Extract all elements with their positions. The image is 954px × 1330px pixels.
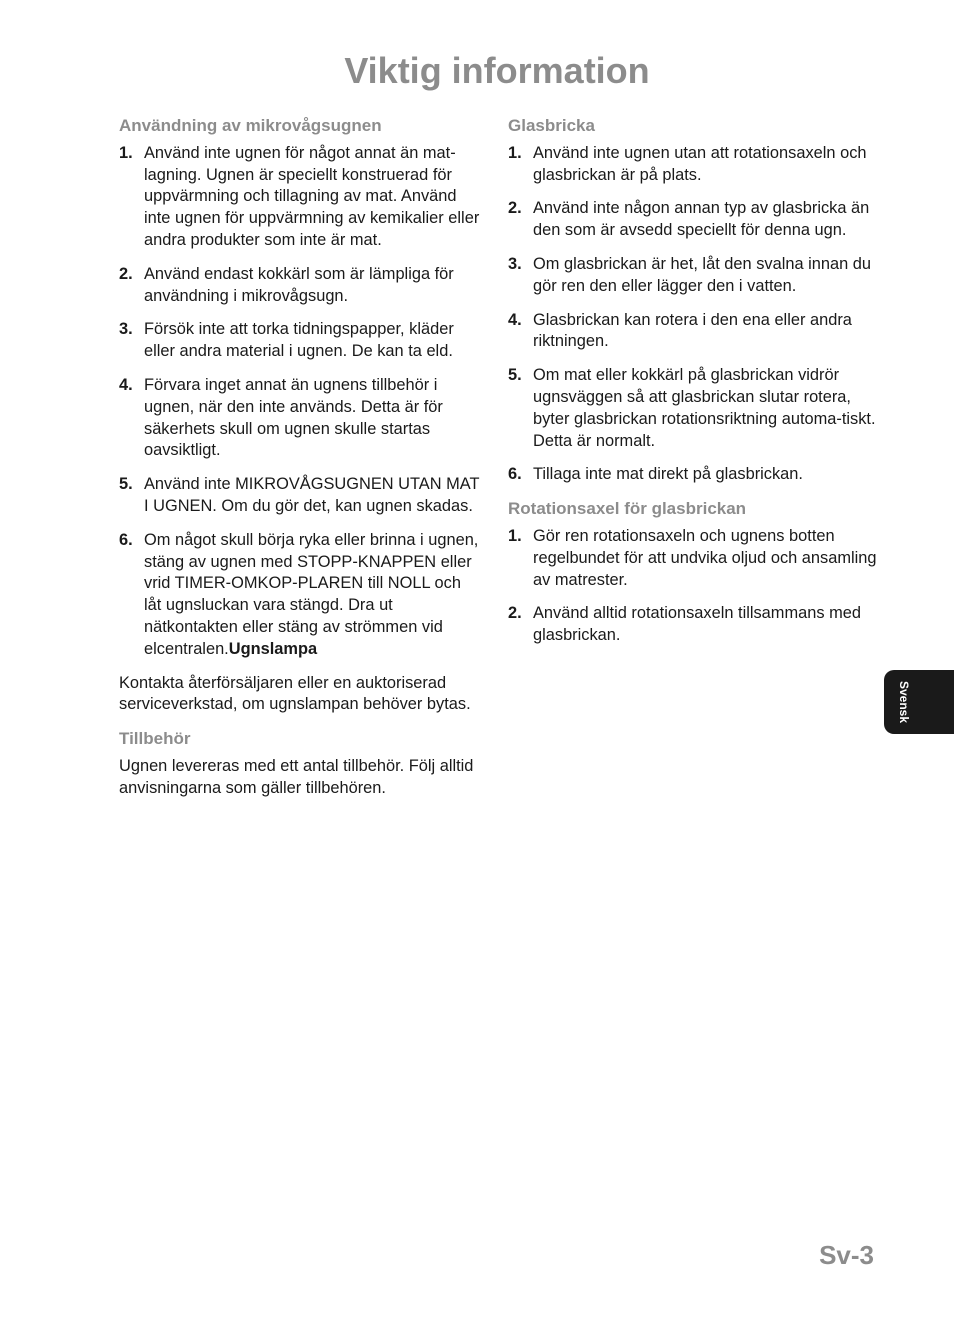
section-heading: Användning av mikrovågsugnen	[119, 116, 382, 135]
list-item	[119, 264, 481, 308]
section-heading: Glasbricka	[508, 116, 595, 135]
list-item	[508, 526, 880, 591]
oven-lamp-text: Kontakta återförsäljaren eller en auktoriserad serviceverkstad, om ugnslampan behöver bytas.	[119, 673, 471, 714]
item-text: Gör ren rotationsaxeln och ugnens botten regelbundet för att undvika oljud och ansamling av matrester.	[533, 526, 877, 589]
section-accessories	[119, 728, 481, 799]
item-number: 6.	[119, 530, 133, 549]
oven-lamp-heading: Ugnslampa	[228, 639, 318, 658]
list-item	[508, 198, 880, 242]
item-text: Försök inte att torka tidningspapper, kläder eller andra material i ugnen. De kan ta eld.	[144, 320, 454, 361]
list-item	[508, 365, 880, 452]
item-number: 2.	[119, 264, 133, 283]
list-item	[119, 375, 481, 462]
list-item	[508, 143, 880, 187]
item-text: Använd inte någon annan typ av glasbricka än den som är avsedd speciellt för denna ugn.	[533, 199, 870, 240]
accessories-text: Ugnen levereras med ett antal tillbehör. Följ alltid anvisningarna som gäller tillbehören.	[119, 756, 474, 797]
list-item	[508, 310, 880, 354]
item-text: Om glasbrickan är het, låt den svalna innan du gör ren den eller lägger den i vatten.	[533, 254, 872, 295]
page-number: Sv-3	[819, 1240, 874, 1270]
instruction-list	[119, 143, 481, 661]
item-text: Glasbrickan kan rotera i den ena eller andra riktningen.	[533, 310, 852, 351]
list-item	[508, 464, 880, 486]
list-item	[508, 254, 880, 298]
item-number: 3.	[119, 320, 133, 339]
list-item	[119, 474, 481, 518]
item-text: Använd inte ugnen utan att rotationsaxeln och glasbrickan är på plats.	[533, 143, 867, 184]
section-heading: Rotationsaxel för glasbrickan	[508, 499, 747, 519]
page-title: Viktig information	[344, 50, 650, 91]
item-text: Om något skull börja ryka eller brinna i ugnen, stäng av ugnen med STOPP-KNAPPEN eller vrid TIMER-OMKOP-PLAREN till NOLL och låt ugnsluckan vara stängd. Dra ut nätkontakten eller stäng av strömmen vid elcentralen.	[144, 530, 479, 658]
item-number: 1.	[508, 526, 522, 545]
language-tab-label: Svensk	[897, 680, 911, 724]
item-text: Använd inte ugnen för något annat än mat-lagning. Ugnen är speciellt konstruerad för uppvärmning och tillagning av mat. Använd inte ugnen för uppvärmning av kemikalier eller andra produkter som inte är mat.	[144, 143, 480, 249]
section-microwave-use	[119, 115, 481, 716]
item-number: 4.	[508, 310, 522, 329]
item-text: Om mat eller kokkärl på glasbrickan vidrör ugnsväggen så att glasbrickan slutar rotera, byter glasbrickan rotationsriktning automa-tiskt. Detta är normalt.	[533, 366, 876, 450]
item-number: 5.	[119, 475, 133, 494]
item-text: Använd inte MIKROVÅGSUGNEN UTAN MAT I UGNEN. Om du gör det, kan ugnen skadas.	[144, 475, 480, 515]
item-text: Använd endast kokkärl som är lämpliga för användning i mikrovågsugn.	[144, 264, 454, 305]
list-item	[119, 319, 481, 363]
item-number: 5.	[508, 366, 522, 385]
section-rotation-axle	[508, 498, 880, 647]
left-column	[119, 115, 481, 812]
list-item	[119, 530, 481, 661]
list-item	[119, 143, 481, 252]
item-text: Använd alltid rotationsaxeln tillsammans med glasbrickan.	[533, 604, 861, 645]
section-glass-tray	[508, 115, 880, 486]
language-tab	[884, 670, 954, 734]
item-number: 2.	[508, 604, 522, 623]
instruction-list	[508, 526, 880, 647]
item-text: Tillaga inte mat direkt på glasbrickan.	[533, 465, 803, 484]
item-number: 3.	[508, 254, 522, 273]
instruction-list	[508, 143, 880, 486]
item-number: 4.	[119, 375, 133, 394]
right-column	[508, 115, 880, 659]
item-number: 1.	[119, 143, 133, 162]
list-item	[508, 603, 880, 647]
item-text: Förvara inget annat än ugnens tillbehör i ugnen, när den inte används. Detta är för säkerhets skull om ugnen skulle startas oavsiktligt.	[144, 375, 443, 460]
item-number: 1.	[508, 143, 522, 162]
item-number: 2.	[508, 199, 522, 218]
item-number: 6.	[508, 465, 522, 484]
section-heading: Tillbehör	[119, 729, 191, 749]
